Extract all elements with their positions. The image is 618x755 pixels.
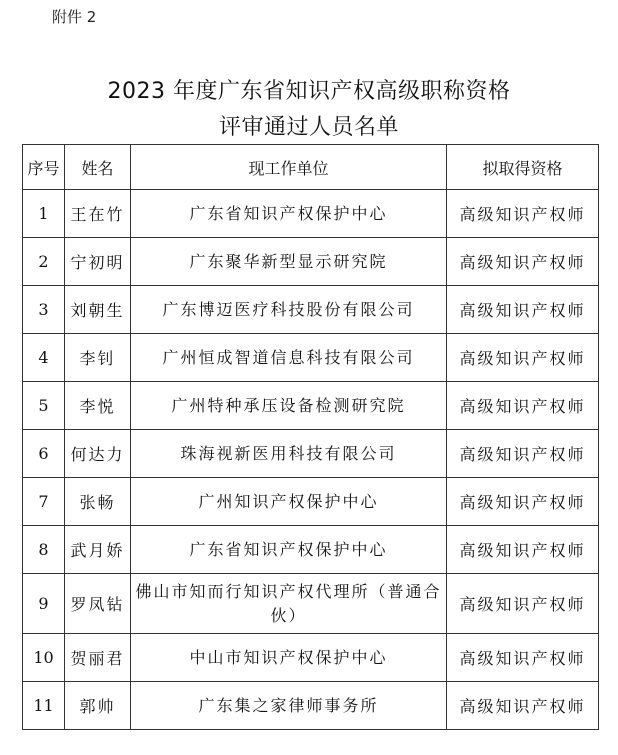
cell-unit: 广州特种承压设备检测研究院 <box>131 382 447 430</box>
column-header-name: 姓名 <box>65 145 131 190</box>
cell-unit: 中山市知识产权保护中心 <box>131 634 447 682</box>
cell-name: 张畅 <box>65 478 131 526</box>
cell-unit: 广东集之家律师事务所 <box>131 682 447 730</box>
table-row <box>23 478 599 526</box>
table-row <box>23 430 599 478</box>
document-title: 2023 年度广东省知识产权高级职称资格 <box>107 79 511 104</box>
cell-seq: 9 <box>23 574 65 634</box>
table-row <box>23 382 599 430</box>
cell-unit: 佛山市知而行知识产权代理所（普通合伙） <box>131 574 447 634</box>
table-row <box>23 334 599 382</box>
table-header-row <box>23 145 599 190</box>
cell-name: 何达力 <box>65 430 131 478</box>
table-row <box>23 238 599 286</box>
cell-unit: 广东聚华新型显示研究院 <box>131 238 447 286</box>
cell-unit: 广东省知识产权保护中心 <box>131 190 447 238</box>
table-row <box>23 286 599 334</box>
table-row <box>23 634 599 682</box>
cell-unit: 广州知识产权保护中心 <box>131 478 447 526</box>
cell-qualification: 高级知识产权师 <box>447 190 599 238</box>
column-header-seq: 序号 <box>23 145 65 190</box>
table-row <box>23 526 599 574</box>
cell-qualification: 高级知识产权师 <box>447 286 599 334</box>
attachment-label: 附件 2 <box>52 8 97 26</box>
cell-name: 宁初明 <box>65 238 131 286</box>
cell-seq: 7 <box>23 478 65 526</box>
cell-qualification: 高级知识产权师 <box>447 382 599 430</box>
cell-seq: 5 <box>23 382 65 430</box>
cell-qualification: 高级知识产权师 <box>447 526 599 574</box>
cell-seq: 1 <box>23 190 65 238</box>
cell-qualification: 高级知识产权师 <box>447 238 599 286</box>
cell-name: 郭帅 <box>65 682 131 730</box>
column-header-unit: 现工作单位 <box>131 145 447 190</box>
cell-name: 武月娇 <box>65 526 131 574</box>
cell-qualification: 高级知识产权师 <box>447 478 599 526</box>
cell-unit: 珠海视新医用科技有限公司 <box>131 430 447 478</box>
cell-seq: 11 <box>23 682 65 730</box>
cell-qualification: 高级知识产权师 <box>447 574 599 634</box>
table-row <box>23 682 599 730</box>
cell-name: 李悦 <box>65 382 131 430</box>
cell-qualification: 高级知识产权师 <box>447 634 599 682</box>
cell-seq: 10 <box>23 634 65 682</box>
cell-unit: 广东博迈医疗科技股份有限公司 <box>131 286 447 334</box>
table-row <box>23 190 599 238</box>
cell-name: 刘朝生 <box>65 286 131 334</box>
cell-name: 贺丽君 <box>65 634 131 682</box>
cell-unit: 广东省知识产权保护中心 <box>131 526 447 574</box>
cell-unit: 广州恒成智道信息科技有限公司 <box>131 334 447 382</box>
cell-name: 李钊 <box>65 334 131 382</box>
cell-seq: 2 <box>23 238 65 286</box>
cell-qualification: 高级知识产权师 <box>447 334 599 382</box>
cell-name: 王在竹 <box>65 190 131 238</box>
table-row <box>23 574 599 634</box>
document-subtitle: 评审通过人员名单 <box>218 115 399 140</box>
cell-qualification: 高级知识产权师 <box>447 430 599 478</box>
cell-seq: 6 <box>23 430 65 478</box>
cell-seq: 3 <box>23 286 65 334</box>
cell-seq: 8 <box>23 526 65 574</box>
cell-qualification: 高级知识产权师 <box>447 682 599 730</box>
roster-table <box>22 144 599 730</box>
column-header-qualification: 拟取得资格 <box>447 145 599 190</box>
cell-name: 罗凤钻 <box>65 574 131 634</box>
cell-seq: 4 <box>23 334 65 382</box>
